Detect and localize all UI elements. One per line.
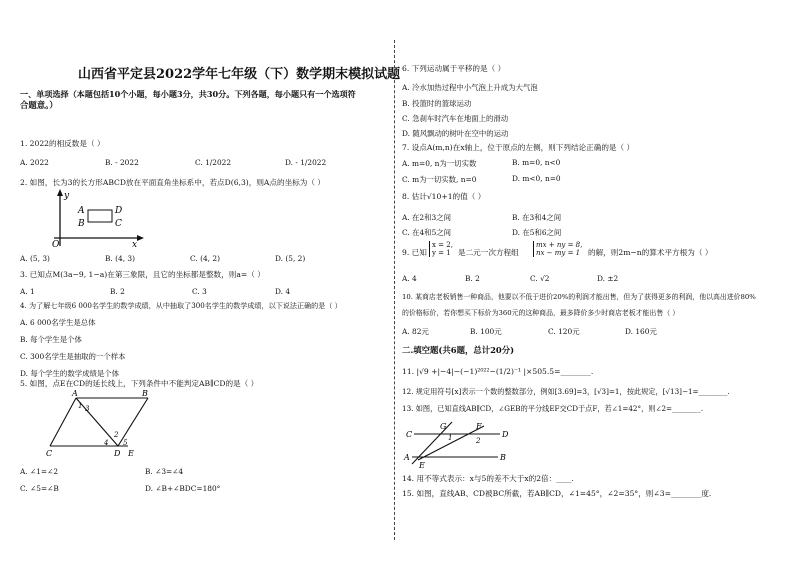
q13-stem: 13. 如图，已知直线AB∥CD，∠GEB的平分线EF交CD于点F，若∠1=42°，则∠2=________. [402, 404, 704, 413]
q5-label-5: 5 [123, 439, 128, 447]
q4-option-c[interactable]: C. 300名学生是抽取的一个样本 [20, 352, 126, 361]
q5-label-4: 4 [104, 439, 109, 447]
q6-option-c[interactable]: C. 急刹车时汽车在地面上的滑动 [402, 114, 509, 123]
q13-line-ef [418, 426, 484, 460]
q7-option-c[interactable]: C. m为一切实数, n=0 [402, 175, 477, 184]
q2-y-arrow [57, 189, 63, 196]
q5-label-d: D [114, 449, 121, 458]
q13-label-b: B [500, 453, 506, 462]
q8-stem: 8. 估计√10+1的值（ ） [402, 192, 486, 201]
q2-rectangle [88, 210, 112, 222]
q13-label-g: G [440, 422, 447, 431]
q7-option-a[interactable]: A. m=0, n为一切实数 [402, 159, 477, 168]
section-1-heading [20, 89, 390, 111]
q13-label-e: E [419, 461, 425, 470]
q2-label-a: A [78, 206, 85, 216]
q5-label-1: 1 [78, 402, 83, 410]
q2-label-d: D [115, 206, 123, 216]
q9-system-2 [533, 241, 582, 257]
q15-text: 15. 如图，直线AB、CD被BC所截，若AB∥CD，∠1=45°，∠2=35°，则∠3=________度. [402, 489, 712, 498]
q5-label-b: B [142, 390, 148, 398]
q2-option-d[interactable]: D. (5, 2) [275, 254, 306, 263]
q13-label-a: A [404, 453, 410, 462]
q10-option-c[interactable]: C. 120元 [548, 327, 580, 336]
q1-stem: 1. 2022的相反数是（ ） [20, 139, 105, 148]
q4-option-d[interactable]: D. 每个学生的数学成绩是个体 [20, 369, 120, 378]
q1-option-d[interactable]: D. - 1/2022 [285, 158, 327, 167]
q2-x-arrow [137, 235, 144, 241]
q13-figure [402, 416, 522, 472]
q6-option-a[interactable]: A. 冷水加热过程中小气泡上升成为大气泡 [402, 83, 538, 92]
q3-option-c[interactable]: C. 3 [192, 287, 207, 296]
q10-line2: 的价格标价，若你想买下标价为360元的这种商品，最多降价多少时商店老板才能出售（ ） [402, 309, 680, 317]
q8-option-c[interactable]: C. 在4和5之间 [402, 228, 452, 237]
section-1-heading-line1: 一、单项选择（本题包括10个小题，每小题3分，共30分。下列各题，每小题只有一个选项符 [20, 89, 356, 99]
q9-system-1-line1: x = 2, [432, 241, 453, 249]
q5-option-c[interactable]: C. ∠5=∠B [20, 484, 59, 493]
q9-option-a[interactable]: A. 4 [402, 274, 417, 283]
q13-label-d: D [502, 430, 509, 439]
q6-option-b[interactable]: B. 投篮时的篮球运动 [402, 99, 472, 108]
q10-option-d[interactable]: D. 160元 [625, 327, 657, 336]
q5-figure [38, 390, 168, 460]
q10-line1: 10. 某商店老板销售一种商品，他要以不低于进价20%的利润才能出售，但为了获得更多的利润，他以高出进价80% [402, 293, 756, 301]
q2-option-a[interactable]: A. (5, 3) [20, 254, 50, 263]
q10-option-a[interactable]: A. 82元 [402, 327, 429, 336]
q11-text: 11. |√9 +|−4|−(−1)²⁰²²−(1/2)⁻¹ |×505.5=________. [402, 367, 594, 376]
q10-option-b[interactable]: B. 100元 [470, 327, 502, 336]
q2-label-x: x [132, 240, 138, 250]
q9-stem-suffix: 的解，则2m−n的算术平方根为（ ） [588, 248, 713, 257]
q6-stem: 6. 下列运动属于平移的是（ ） [402, 64, 506, 73]
q5-label-2: 2 [114, 431, 119, 439]
q4-stem: 4. 为了解七年级6 000名学生的数学成绩，从中抽取了300名学生的数学成绩，以下说法正确的是（ ） [20, 301, 342, 310]
q2-label-c: C [115, 219, 122, 229]
q3-stem: 3. 已知点M(3a−9, 1−a)在第三象限，且它的坐标都是整数，则a=（ ） [20, 270, 265, 279]
q5-option-b[interactable]: B. ∠3=∠4 [145, 467, 184, 476]
q13-label-2: 2 [476, 437, 481, 445]
q9-system-2-line1: mx + ny = 8, [536, 241, 583, 249]
q1-option-c[interactable]: C. 1/2022 [195, 158, 232, 167]
q12-text: 12. 规定用符号[x]表示一个数的整数部分，例如[3.69]=3，[√3]=1，按此规定，[√13]−1=________. [402, 387, 730, 396]
q4-option-a[interactable]: A. 6 000名学生是总体 [20, 318, 96, 327]
q7-option-d[interactable]: D. m<0, n=0 [512, 174, 561, 183]
q8-option-d[interactable]: D. 在5和6之间 [512, 228, 562, 237]
q2-figure [40, 188, 150, 250]
q6-option-d[interactable]: D. 随风飘动的树叶在空中的运动 [402, 129, 509, 138]
section-1-heading-line2: 合题意。） [20, 99, 58, 110]
q5-label-c: C [46, 449, 53, 458]
q9-stem-prefix: 9. 已知 [402, 248, 427, 257]
q5-option-d[interactable]: D. ∠B+∠BDC=180° [145, 484, 221, 493]
q9-system-1-line2: y = 1 [432, 249, 451, 258]
q9-option-c[interactable]: C. √2 [530, 274, 550, 283]
q2-option-c[interactable]: C. (4, 2) [190, 254, 220, 263]
q2-label-o: O [52, 240, 60, 250]
q2-label-y: y [64, 191, 70, 201]
q5-option-a[interactable]: A. ∠1=∠2 [20, 467, 59, 476]
q5-label-a: A [72, 390, 78, 398]
q13-label-1: 1 [448, 434, 453, 442]
q2-stem: 2. 如图，长为3的长方形ABCD放在平面直角坐标系中，若点D(6,3)，则A点的坐标为（ ） [20, 178, 325, 187]
q1-option-a[interactable]: A. 2022 [20, 158, 49, 167]
q9-option-b[interactable]: B. 2 [465, 274, 480, 283]
q2-label-b: B [78, 219, 85, 229]
q2-option-b[interactable]: B. (4, 3) [105, 254, 135, 263]
q9-stem-mid: 是二元一次方程组 [458, 248, 519, 257]
q4-option-b[interactable]: B. 每个学生是个体 [20, 335, 82, 344]
q3-option-b[interactable]: B. 2 [110, 287, 125, 296]
q9-system-2-line2: nx − my = 1 [536, 249, 581, 258]
q7-option-b[interactable]: B. m=0, n<0 [512, 158, 561, 167]
q9-system-1 [429, 241, 453, 257]
q5-stem: 5. 如图，点E在CD的延长线上，下列条件中不能判定AB∥CD的是（ ） [20, 379, 259, 388]
q3-option-d[interactable]: D. 4 [275, 287, 291, 296]
q7-stem: 7. 设点A(m,n)在x轴上，位于原点的左侧，则下列结论正确的是（ ） [402, 143, 635, 152]
q13-label-c: C [406, 430, 413, 439]
q5-label-e: E [128, 449, 134, 458]
q13-label-f: F [476, 422, 482, 431]
q3-option-a[interactable]: A. 1 [20, 287, 35, 296]
q9-option-d[interactable]: D. ±2 [597, 274, 619, 283]
q8-option-b[interactable]: B. 在3和4之间 [512, 213, 562, 222]
q8-option-a[interactable]: A. 在2和3之间 [402, 213, 452, 222]
q5-label-3: 3 [85, 405, 90, 413]
q5-line-ac [50, 398, 76, 446]
exam-title: 山西省平定县2022学年七年级（下）数学期末模拟试题 [78, 67, 401, 82]
column-divider [394, 40, 395, 540]
section-2-heading: 二.填空题(共6题，总计20分) [402, 345, 515, 355]
q1-option-b[interactable]: B. - 2022 [105, 158, 139, 167]
q14-text: 14. 用不等式表示：x与5的差不大于x的2倍：____. [402, 474, 574, 483]
